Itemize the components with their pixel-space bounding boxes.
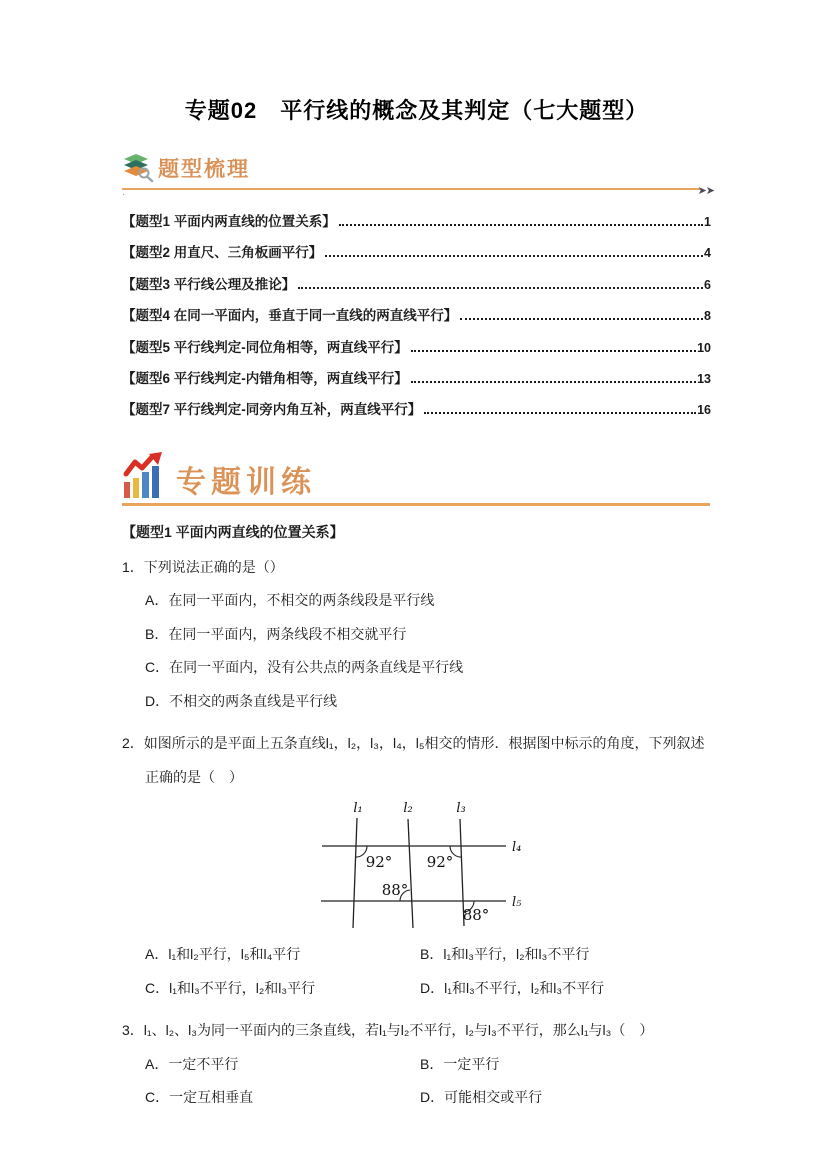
- toc-page-number: 4: [704, 246, 711, 261]
- toc-item-label: 【题型4 在同一平面内，垂直于同一直线的两直线平行】: [122, 308, 458, 324]
- section-header-training: [122, 452, 710, 506]
- toc-page-number: 6: [704, 277, 711, 292]
- section-header-outline: [122, 153, 714, 197]
- section-training-label: 专题训练: [176, 465, 316, 499]
- question-3-text: 3．l₁、l₂、l₃为同一平面内的三条直线，若l₁与l₂不平行，l₂与l₃不平行，那么l₁与l₃（ ）: [122, 1022, 654, 1039]
- question-2-figure: [318, 796, 711, 936]
- toc-item[interactable]: [122, 241, 711, 272]
- toc-item-label: 【题型1 平面内两直线的位置关系】: [122, 214, 336, 229]
- stray-mark: ·: [122, 189, 126, 200]
- figure-label-l2: l₂: [403, 801, 413, 817]
- toc-dot-leader: [411, 381, 696, 383]
- toc-dot-leader: [424, 412, 696, 414]
- option-c[interactable]: C．在同一平面内，没有公共点的两条直线是平行线: [145, 659, 464, 676]
- toc-item[interactable]: [122, 398, 711, 429]
- page-title: 专题02 平行线的概念及其判定（七大题型）: [184, 98, 649, 123]
- toc-item-label: 【题型5 平行线判定-同位角相等，两直线平行】: [122, 339, 408, 355]
- option-a[interactable]: A．l₁和l₂平行，l₅和l₄平行: [145, 946, 301, 963]
- angle-value-l2-l5: 88°: [381, 881, 409, 900]
- figure-line-l1: [353, 818, 357, 928]
- option-c[interactable]: C．l₁和l₃不平行，l₂和l₃平行: [145, 979, 316, 996]
- figure-label-l3: l₃: [456, 801, 466, 817]
- toc-page-number: 1: [704, 215, 711, 229]
- option-a[interactable]: A．在同一平面内，不相交的两条线段是平行线: [145, 592, 435, 609]
- option-c[interactable]: C．一定互相垂直: [145, 1089, 254, 1106]
- option-d[interactable]: D．l₁和l₃不平行，l₂和l₃不平行: [420, 979, 605, 996]
- toc-item-label: 【题型7 平行线判定-同旁内角互补，两直线平行】: [122, 402, 422, 418]
- toc-dot-leader: [298, 287, 703, 289]
- toc-item-label: 【题型3 平行线公理及推论】: [122, 276, 296, 292]
- option-d[interactable]: D．不相交的两条直线是平行线: [145, 692, 338, 709]
- toc-item[interactable]: [122, 273, 711, 304]
- toc-page-number: 10: [697, 340, 711, 355]
- bar-chart-arrow-icon: [122, 452, 164, 500]
- topic-1-heading: 【题型1 平面内两直线的位置关系】: [122, 523, 344, 540]
- toc-item[interactable]: [122, 210, 711, 241]
- angle-value-l3-l5: 88°: [462, 906, 490, 925]
- option-b[interactable]: B．一定平行: [420, 1055, 500, 1072]
- toc-page-number: 13: [697, 371, 711, 386]
- table-of-contents: [122, 210, 711, 430]
- figure-line-l2: [408, 819, 413, 928]
- question-1-options: [122, 584, 711, 718]
- question-1-text: 1．下列说法正确的是（）: [122, 558, 284, 575]
- toc-item-label: 【题型6 平行线判定-内错角相等，两直线平行】: [122, 370, 408, 386]
- toc-dot-leader: [411, 350, 696, 352]
- toc-item-label: 【题型2 用直尺、三角板画平行】: [122, 245, 323, 261]
- question-2-options: [122, 938, 711, 1005]
- toc-item[interactable]: [122, 304, 711, 335]
- toc-page-number: 8: [704, 309, 711, 324]
- toc-page-number: 16: [697, 403, 711, 418]
- section-outline-label: 题型梳理: [158, 158, 250, 181]
- toc-dot-leader: [325, 255, 703, 257]
- toc-dot-leader: [339, 224, 703, 226]
- angle-value-l3-l4: 92°: [426, 853, 454, 872]
- figure-label-l4: l₄: [512, 840, 522, 856]
- figure-label-l5: l₅: [512, 895, 522, 911]
- option-b[interactable]: B．在同一平面内，两条线段不相交就平行: [145, 625, 407, 642]
- option-b[interactable]: B．l₁和l₃平行，l₂和l₃不平行: [420, 946, 590, 963]
- option-a[interactable]: A．一定不平行: [145, 1055, 239, 1072]
- option-d[interactable]: D．可能相交或平行: [420, 1089, 543, 1106]
- toc-item[interactable]: [122, 336, 711, 367]
- divider-arrows-icon: ➤➤: [697, 185, 714, 197]
- toc-item[interactable]: [122, 367, 711, 398]
- layered-books-magnifier-icon: [122, 153, 154, 183]
- toc-dot-leader: [460, 318, 703, 320]
- angle-value-l1-l4: 92°: [365, 853, 393, 872]
- question-2-text: 2．如图所示的是平面上五条直线l₁，l₂，l₃，l₄，l₅相交的情形．根据图中标示的角度，下列叙述正确的是（ ）: [122, 735, 705, 785]
- question-3-options: [122, 1048, 711, 1115]
- figure-label-l1: l₁: [353, 801, 363, 817]
